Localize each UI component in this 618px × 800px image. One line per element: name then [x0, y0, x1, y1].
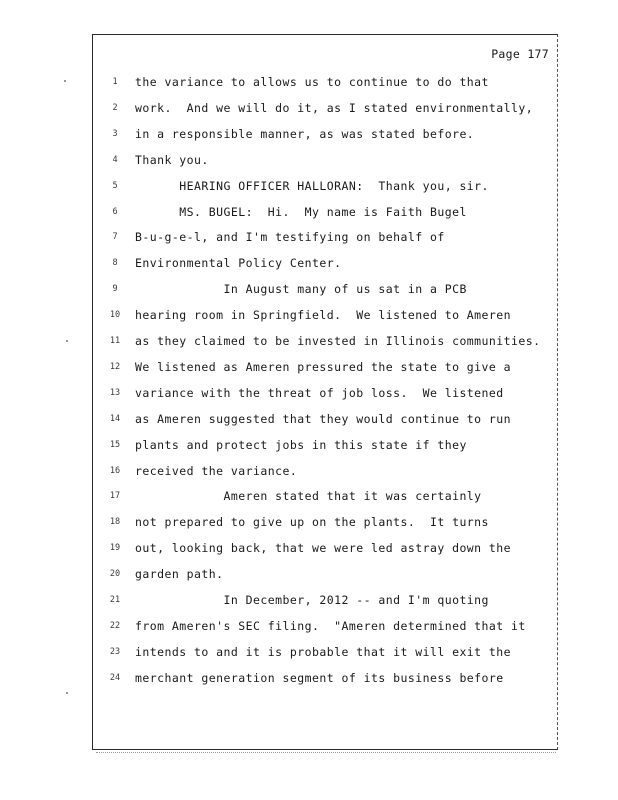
transcript-line: B-u-g-e-l, and I'm testifying on behalf of — [135, 230, 445, 245]
transcript-line: plants and protect jobs in this state if they — [135, 437, 467, 452]
transcript-line: in a responsible manner, as was stated before. — [135, 126, 475, 141]
line-number: 1 — [112, 77, 118, 87]
line-number: 22 — [109, 620, 121, 631]
scan-edge — [96, 752, 556, 754]
transcript-line: In August many of us sat in a PCB — [135, 282, 467, 297]
line-number: 12 — [109, 361, 121, 372]
transcript-line: the variance to allows us to continue to do that — [135, 75, 489, 89]
transcript-line: MS. BUGEL: Hi. My name is Faith Bugel — [135, 204, 467, 219]
line-number: 2 — [112, 102, 118, 113]
transcript-line: as they claimed to be invested in Illinois communities. — [135, 334, 541, 348]
transcript-line: In December, 2012 -- and I'm quoting — [135, 593, 489, 607]
line-number: 5 — [112, 180, 118, 191]
line-number: 10 — [109, 310, 121, 321]
transcript-line: Thank you. — [135, 152, 209, 167]
transcript-line: as Ameren suggested that they would continue to run — [135, 411, 512, 426]
line-number: 11 — [109, 336, 121, 346]
scan-speck — [64, 80, 66, 82]
line-number: 13 — [109, 387, 121, 398]
transcript-line: garden path. — [135, 567, 224, 582]
line-number: 14 — [109, 413, 121, 424]
scan-speck — [66, 340, 68, 342]
line-number: 21 — [109, 595, 121, 605]
transcript-line: HEARING OFFICER HALLORAN: Thank you, sir. — [135, 178, 489, 193]
line-number: 9 — [112, 284, 118, 295]
line-number: 15 — [109, 439, 121, 450]
transcript-line: work. And we will do it, as I stated environmentally, — [135, 100, 534, 115]
line-number: 17 — [109, 491, 121, 502]
transcript-line: from Ameren's SEC filing. "Ameren determined that it — [135, 618, 526, 633]
line-number: 20 — [109, 569, 121, 580]
line-number: 6 — [112, 206, 118, 217]
page-number: Page 177 — [491, 47, 549, 61]
line-number: 3 — [112, 128, 118, 139]
transcript-line: Ameren stated that it was certainly — [135, 489, 482, 504]
transcript-line: intends to and it is probable that it will exit the — [135, 644, 512, 659]
transcript-line: hearing room in Springfield. We listened to Ameren — [135, 308, 512, 323]
transcript-line: We listened as Ameren pressured the state to give a — [135, 359, 512, 374]
transcript-line: out, looking back, that we were led astray down the — [135, 541, 512, 556]
line-number: 19 — [109, 543, 121, 554]
transcript-page — [92, 34, 558, 750]
scan-speck — [66, 692, 68, 694]
transcript-line: Environmental Policy Center. — [135, 256, 342, 271]
line-number: 4 — [112, 154, 118, 165]
transcript-line: not prepared to give up on the plants. It turns — [135, 515, 489, 530]
line-number: 24 — [109, 672, 121, 683]
line-number: 23 — [109, 646, 121, 657]
line-number: 18 — [109, 517, 121, 528]
transcript-line: received the variance. — [135, 463, 298, 478]
transcript-line: merchant generation segment of its business before — [135, 670, 504, 685]
transcript-line: variance with the threat of job loss. We listened — [135, 385, 504, 400]
line-number: 16 — [109, 465, 121, 476]
line-number: 8 — [112, 258, 118, 269]
line-number: 7 — [112, 232, 118, 243]
